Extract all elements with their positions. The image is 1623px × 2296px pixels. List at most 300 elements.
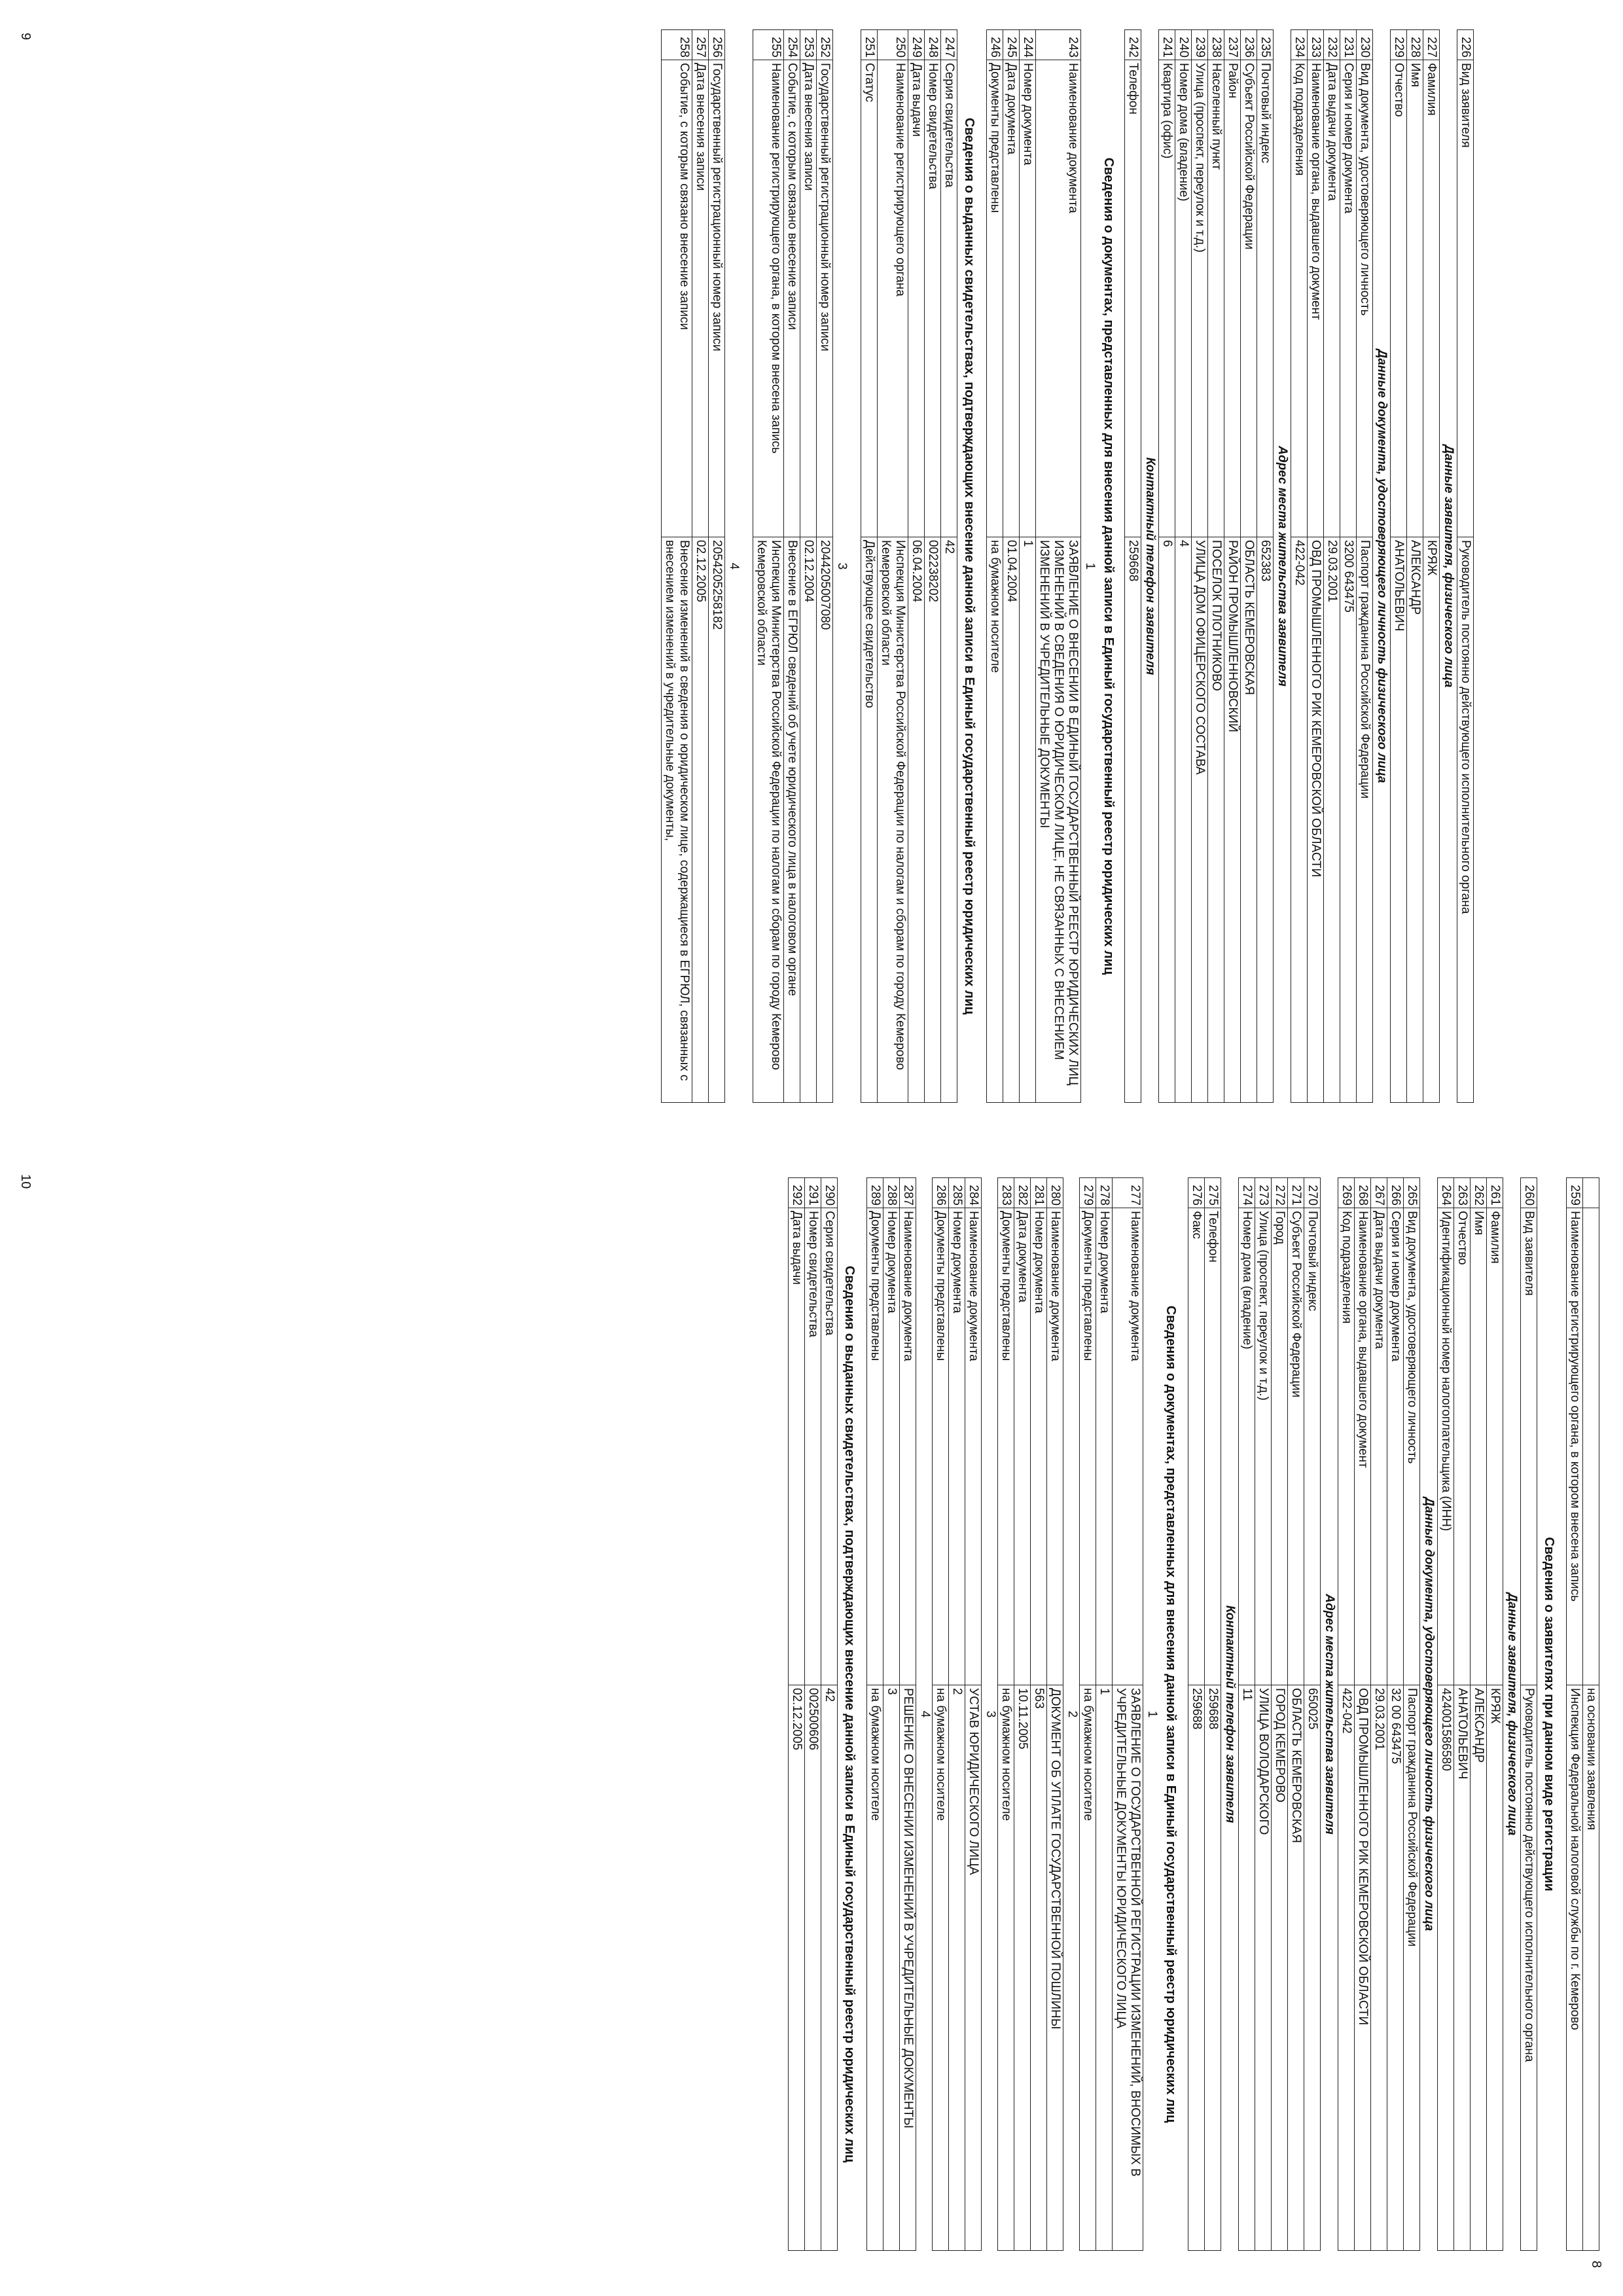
field-value: Инспекция Министерства Российской Федерации по налогам и сборам по городу Кемерово Кемеровской области	[753, 537, 784, 1103]
field-label: Наименование регистрирующего органа, в котором внесена запись	[753, 60, 784, 537]
field-label: Дата документа	[1003, 60, 1020, 537]
row-number: 270	[1304, 1178, 1321, 1208]
field-label: Документы представлены	[867, 1208, 883, 1685]
subsection-header	[1420, 1178, 1438, 2251]
row-number: 267	[1371, 1178, 1387, 1208]
field-value: РЕШЕНИЕ О ВНЕСЕНИИ ИЗМЕНЕНИЙ В УЧРЕДИТЕЛЬНЫЕ ДОКУМЕНТЫ	[900, 1685, 916, 2251]
field-label: Идентификационный номер налогоплательщика (ИНН)	[1438, 1208, 1454, 1685]
form-row	[1471, 1178, 1487, 2251]
field-label: Почтовый индекс	[1257, 60, 1274, 537]
field-value: 422-042	[1338, 1685, 1355, 2251]
row-number: 272	[1272, 1178, 1288, 1208]
doc-4-table	[866, 1177, 916, 2251]
subsection-header	[1141, 30, 1159, 1103]
field-value: АЛЕКСАНДР	[1407, 537, 1423, 1103]
field-label: Район	[1224, 60, 1241, 537]
field-label: Документы представлены	[998, 1208, 1014, 1685]
field-value: 2044205007080	[817, 537, 833, 1103]
row-number: 227	[1423, 30, 1440, 60]
form-row	[1208, 30, 1224, 1103]
form-row	[1192, 30, 1208, 1103]
field-value: Действующее свидетельство	[861, 537, 878, 1103]
docs-table-p9	[986, 29, 1081, 1103]
field-value: 42	[821, 1685, 838, 2251]
page-marker: 8	[1589, 2261, 1603, 2269]
form-row	[1291, 30, 1308, 1103]
form-row	[1423, 30, 1440, 1103]
field-label: Номер документа	[883, 1208, 900, 1685]
row-number: 271	[1288, 1178, 1304, 1208]
field-label: Субъект Российской Федерации	[1288, 1208, 1304, 1685]
row-number: 238	[1208, 30, 1224, 60]
docs-section-title-p10: Сведения о документах, представленных для внесения данной записи в Единый государственный реестр юридических лиц	[1164, 1305, 1178, 2123]
docs-index: 1	[1083, 562, 1097, 570]
field-value: Внесение в ЕГРЮЛ сведений об учете юридического лица в налоговом органе	[784, 537, 800, 1103]
form-row	[1387, 1178, 1404, 2251]
form-row	[1020, 30, 1036, 1103]
row-number: 268	[1355, 1178, 1371, 1208]
field-value: 652383	[1257, 537, 1274, 1103]
field-label: Номер дома (владение)	[1175, 60, 1192, 537]
field-value: 259668	[1125, 537, 1141, 1103]
field-label: Серия свидетельства	[941, 60, 957, 537]
row-number: 286	[933, 1178, 949, 1208]
form-row	[1047, 1178, 1063, 2251]
field-label: Номер документа	[1031, 1208, 1047, 1685]
field-value: КРЯЖ	[1423, 537, 1440, 1103]
subsection-header	[1274, 30, 1291, 1103]
field-label: Город	[1272, 1208, 1288, 1685]
form-row	[800, 30, 817, 1103]
row-number: 283	[998, 1178, 1014, 1208]
doc-1-table	[1079, 1177, 1143, 2251]
row-number: 234	[1291, 30, 1308, 60]
field-label: Код подразделения	[1338, 1208, 1355, 1685]
subsection-header	[1321, 1178, 1338, 2251]
field-label: Факс	[1188, 1208, 1205, 1685]
field-value: 259688	[1188, 1685, 1205, 2251]
row-number	[1583, 1178, 1599, 1208]
form-row	[1255, 1178, 1272, 2251]
field-label: Наименование органа, выдавшего документ	[1355, 1208, 1371, 1685]
field-label: Субъект Российской Федерации	[1241, 60, 1257, 537]
form-row	[709, 30, 725, 1103]
form-row	[878, 30, 908, 1103]
field-label: Номер дома (владение)	[1239, 1208, 1255, 1685]
form-row	[1407, 30, 1423, 1103]
field-value: Паспорт гражданина Российской Федерации	[1357, 537, 1373, 1103]
record-3-index: 3	[835, 562, 849, 570]
field-value: ОВД ПРОМЫШЛЕННОГО РИК КЕМЕРОВСКОЙ ОБЛАСТИ	[1355, 1685, 1371, 2251]
field-label: Улица (проспект, переулок и т.д.)	[1255, 1208, 1272, 1685]
form-row	[1308, 30, 1324, 1103]
field-label: Телефон	[1205, 1208, 1221, 1685]
row-number: 231	[1340, 30, 1357, 60]
field-value: 11	[1239, 1685, 1255, 2251]
page-10	[0, 1148, 1623, 2296]
row-number: 285	[949, 1178, 965, 1208]
field-value: 3	[883, 1685, 900, 2251]
doc-3-table	[932, 1177, 982, 2251]
row-number: 254	[784, 30, 800, 60]
form-row	[1357, 30, 1373, 1103]
field-label: Отчество	[1391, 60, 1407, 537]
row-number: 262	[1471, 1178, 1487, 1208]
field-value: 2	[949, 1685, 965, 2251]
row-number: 281	[1031, 1178, 1047, 1208]
field-label: Наименование документа	[965, 1208, 982, 1685]
field-label: Дата выдачи	[908, 60, 925, 537]
field-label: Наименование документа	[900, 1208, 916, 1685]
row-number: 233	[1308, 30, 1324, 60]
form-row	[941, 30, 957, 1103]
form-row	[949, 1178, 965, 2251]
doc-2-table	[997, 1177, 1063, 2251]
field-value: АЛЕКСАНДР	[1471, 1685, 1487, 2251]
form-row	[1457, 30, 1474, 1103]
form-row	[784, 30, 800, 1103]
row-number: 280	[1047, 1178, 1063, 1208]
field-value: 3200 643475	[1340, 537, 1357, 1103]
field-label: Номер документа	[1096, 1208, 1113, 1685]
form-row	[867, 1178, 883, 2251]
field-value: 02.12.2005	[692, 537, 709, 1103]
field-value: на бумажном носителе	[1080, 1685, 1096, 2251]
form-row	[692, 30, 709, 1103]
row-number: 255	[753, 30, 784, 60]
field-label: Дата выдачи	[789, 1208, 805, 1685]
field-label: Фамилия	[1423, 60, 1440, 537]
form-row	[908, 30, 925, 1103]
row-number: 252	[817, 30, 833, 60]
row-number: 226	[1457, 30, 1474, 60]
row-number: 245	[1003, 30, 1020, 60]
form-row	[998, 1178, 1014, 2251]
row-number: 265	[1404, 1178, 1420, 1208]
field-value: 1	[1096, 1685, 1113, 2251]
form-row	[1340, 30, 1357, 1103]
form-row	[1241, 30, 1257, 1103]
row-number: 249	[908, 30, 925, 60]
row-number: 282	[1014, 1178, 1031, 1208]
doc-2-index: 2	[1065, 1710, 1079, 1718]
row-number: 278	[1096, 1178, 1113, 1208]
field-value: 002500606	[805, 1685, 821, 2251]
row-number: 239	[1192, 30, 1208, 60]
form-row	[933, 1178, 949, 2251]
field-label: Государственный регистрационный номер записи	[817, 60, 833, 537]
field-label: Фамилия	[1487, 1208, 1503, 1685]
field-label: Квартира (офис)	[1159, 60, 1175, 537]
row-number: 236	[1241, 30, 1257, 60]
field-value: 424001586580	[1438, 1685, 1454, 2251]
field-label: Вид заявителя	[1521, 1208, 1537, 1685]
form-row	[805, 1178, 821, 2251]
field-value: на бумажном носителе	[867, 1685, 883, 2251]
field-label: Имя	[1407, 60, 1423, 537]
field-label: Вид документа, удостоверяющего личность	[1404, 1208, 1420, 1685]
subsection-header	[1221, 1178, 1239, 2251]
field-label: Дата внесения записи	[800, 60, 817, 537]
field-label: Номер документа	[1020, 60, 1036, 537]
field-label: Статус	[861, 60, 878, 537]
row-number: 279	[1080, 1178, 1096, 1208]
row-number: 292	[789, 1178, 805, 1208]
field-label: Серия свидетельства	[821, 1208, 838, 1685]
form-row	[1113, 1178, 1143, 2251]
record-cont-table	[1566, 1177, 1599, 2251]
row-number: 288	[883, 1178, 900, 1208]
row-number: 273	[1255, 1178, 1272, 1208]
form-row	[987, 30, 1003, 1103]
form-row	[1257, 30, 1274, 1103]
form-row	[1239, 1178, 1255, 2251]
subsection-header-text: Контактный телефон заявителя	[1223, 1605, 1237, 1823]
field-value: ОВД ПРОМЫШЛЕННОГО РИК КЕМЕРОВСКОЙ ОБЛАСТИ	[1308, 537, 1324, 1103]
field-value: 563	[1031, 1685, 1047, 2251]
form-row	[1224, 30, 1241, 1103]
row-number: 228	[1407, 30, 1423, 60]
form-row	[1159, 30, 1175, 1103]
form-row	[1324, 30, 1340, 1103]
field-label: Вид заявителя	[1457, 60, 1474, 537]
row-number: 284	[965, 1178, 982, 1208]
record-4-table	[661, 29, 725, 1103]
row-number: 250	[878, 30, 908, 60]
row-number: 261	[1487, 1178, 1503, 1208]
form-row	[1371, 1178, 1387, 2251]
field-value: 6	[1159, 537, 1175, 1103]
field-label: Государственный регистрационный номер записи	[709, 60, 725, 537]
field-label: Номер свидетельства	[925, 60, 941, 537]
field-value: ОБЛАСТЬ КЕМЕРОВСКАЯ	[1288, 1685, 1304, 2251]
form-row	[900, 1178, 916, 2251]
field-value: ОБЛАСТЬ КЕМЕРОВСКАЯ	[1241, 537, 1257, 1103]
field-value: 259688	[1205, 1685, 1221, 2251]
record-3-table	[753, 29, 833, 1103]
field-label: Населенный пункт	[1208, 60, 1224, 537]
applicant-table-p9	[1124, 29, 1474, 1103]
field-value: Руководитель постоянно действующего исполнительного органа	[1457, 537, 1474, 1103]
field-value: ГОРОД КЕМЕРОВО	[1272, 1685, 1288, 2251]
field-label: Наименование документа	[1047, 1208, 1063, 1685]
subsection-header-text: Данные документа, удостоверяющего личность физического лица	[1422, 1497, 1436, 1931]
field-label: Серия и номер документа	[1387, 1208, 1404, 1685]
row-number: 263	[1454, 1178, 1471, 1208]
form-row	[1272, 1178, 1288, 2251]
field-label: Имя	[1471, 1208, 1487, 1685]
field-value: 06.04.2004	[908, 537, 925, 1103]
field-label: Наименование документа	[1036, 60, 1081, 537]
subsection-header	[1440, 30, 1457, 1103]
field-label: Дата выдачи документа	[1324, 60, 1340, 537]
form-row	[1391, 30, 1407, 1103]
field-value: КРЯЖ	[1487, 1685, 1503, 2251]
field-label: Отчество	[1454, 1208, 1471, 1685]
doc-1-index: 1	[1145, 1710, 1159, 1718]
field-label: Улица (проспект, переулок и т.д.)	[1192, 60, 1208, 537]
field-value: 10.11.2005	[1014, 1685, 1031, 2251]
field-value: Паспорт гражданина Российской Федерации	[1404, 1685, 1420, 2251]
field-value: 002238202	[925, 537, 941, 1103]
field-label: Событие, с которым связано внесение записи	[784, 60, 800, 537]
field-value: ДОКУМЕНТ ОБ УПЛАТЕ ГОСУДАРСТВЕННОЙ ПОШЛИНЫ	[1047, 1685, 1063, 2251]
form-row	[1288, 1178, 1304, 2251]
subsection-header-text: Данные заявителя, физического лица	[1442, 444, 1455, 688]
subsection-header-text: Адрес места жительства заявителя	[1275, 446, 1289, 687]
field-label: Наименование органа, выдавшего документ	[1308, 60, 1324, 537]
row-number: 235	[1257, 30, 1274, 60]
form-row	[1355, 1178, 1371, 2251]
row-number: 266	[1387, 1178, 1404, 1208]
row-number: 291	[805, 1178, 821, 1208]
field-label: Телефон	[1125, 60, 1141, 537]
form-row	[1567, 1178, 1583, 2251]
field-label: Почтовый индекс	[1304, 1208, 1321, 1685]
form-row	[1304, 1178, 1321, 2251]
field-label: Дата выдачи документа	[1371, 1208, 1387, 1685]
field-value: Руководитель постоянно действующего исполнительного органа	[1521, 1685, 1537, 2251]
field-value: АНАТОЛЬЕВИЧ	[1454, 1685, 1471, 2251]
form-row	[925, 30, 941, 1103]
subsection-header	[1373, 30, 1391, 1103]
field-value: 1	[1020, 537, 1036, 1103]
certs-section-title: Сведения о выданных свидетельствах, подтверждающих внесение данной записи в Единый государственный реестр юридических лиц	[962, 117, 976, 1015]
row-number: 290	[821, 1178, 838, 1208]
row-number: 259	[1567, 1178, 1583, 1208]
certs-table-p9	[861, 29, 957, 1103]
subsection-header-text: Данные заявителя, физического лица	[1505, 1592, 1519, 1836]
form-row	[1003, 30, 1020, 1103]
field-value: на бумажном носителе	[998, 1685, 1014, 2251]
subsection-header-text: Данные документа, удостоверяющего личность физического лица	[1375, 349, 1389, 783]
row-number: 277	[1113, 1178, 1143, 1208]
field-label: Событие, с которым связано внесение записи	[662, 60, 692, 537]
field-value: УЛИЦА ДОМ ОФИЦЕРСКОГО СОСТАВА	[1192, 537, 1208, 1103]
row-number: 275	[1205, 1178, 1221, 1208]
form-row	[1188, 1178, 1205, 2251]
field-label: Наименование регистрирующего органа, в котором внесена запись	[1567, 1208, 1583, 1685]
field-value: 422-042	[1291, 537, 1308, 1103]
page-number: 9	[18, 33, 33, 41]
docs-section-title: Сведения о документах, представленных для внесения данной записи в Единый государственный реестр юридических лиц	[1101, 157, 1116, 975]
field-value: на основании заявления	[1583, 1685, 1599, 2251]
row-number: 289	[867, 1178, 883, 1208]
applicants-section-title: Сведения о заявителях при данном виде регистрации	[1542, 1537, 1556, 1892]
row-number: 269	[1338, 1178, 1355, 1208]
form-row	[1338, 1178, 1355, 2251]
row-number: 257	[692, 30, 709, 60]
field-label: Дата внесения записи	[692, 60, 709, 537]
field-label: Документы представлены	[933, 1208, 949, 1685]
field-value: ПОСЕЛОК ПЛОТНИКОВО	[1208, 537, 1224, 1103]
row-number: 247	[941, 30, 957, 60]
form-row	[1036, 30, 1081, 1103]
field-value: ЗАЯВЛЕНИЕ О ГОСУДАРСТВЕННОЙ РЕГИСТРАЦИИ ИЗМЕНЕНИЙ, ВНОСИМЫХ В УЧРЕДИТЕЛЬНЫЕ ДОКУМЕНТЫ ЮРИДИЧЕСКОГО ЛИЦА	[1113, 1685, 1143, 2251]
field-label: Вид документа, удостоверяющего личность	[1357, 60, 1373, 537]
row-number: 256	[709, 30, 725, 60]
doc-4-index: 4	[918, 1710, 932, 1718]
form-row	[1080, 1178, 1096, 2251]
field-label: Серия и номер документа	[1340, 60, 1357, 537]
field-value: УСТАВ ЮРИДИЧЕСКОГО ЛИЦА	[965, 1685, 982, 2251]
page-number: 10	[18, 1174, 33, 1189]
field-label: Наименование документа	[1113, 1208, 1143, 1685]
form-row	[1031, 1178, 1047, 2251]
form-row	[1175, 30, 1192, 1103]
form-row	[861, 30, 878, 1103]
field-value: 02.12.2005	[789, 1685, 805, 2251]
form-row	[789, 1178, 805, 2251]
form-row	[662, 30, 692, 1103]
form-row	[1583, 1178, 1599, 2251]
field-value: 29.03.2001	[1371, 1685, 1387, 2251]
row-number: 242	[1125, 30, 1141, 60]
record-cont-block	[788, 1177, 1599, 2251]
field-label: Наименование регистрирующего органа	[878, 60, 908, 537]
form-row	[1438, 1178, 1454, 2251]
field-value: ЗАЯВЛЕНИЕ О ВНЕСЕНИИ В ЕДИНЫЙ ГОСУДАРСТВЕННЫЙ РЕЕСТР ЮРИДИЧЕСКИХ ЛИЦ ИЗМЕНЕНИЙ В СВЕДЕНИЯ О ЮРИДИЧЕСКОМ ЛИЦЕ, НЕ СВЯЗАННЫХ С ВНЕСЕНИЕМ ИЗМЕНЕНИЙ В УЧРЕДИТЕЛЬНЫЕ ДОКУМЕНТЫ	[1036, 537, 1081, 1103]
field-value: Инспекция Федеральной налоговой службы по г. Кемерово	[1567, 1685, 1583, 2251]
row-number: 260	[1521, 1178, 1537, 1208]
row-number: 253	[800, 30, 817, 60]
certs-table-p10	[788, 1177, 838, 2251]
row-number: 251	[861, 30, 878, 60]
record-4-index: 4	[727, 562, 741, 570]
form-row	[1125, 30, 1141, 1103]
row-number: 230	[1357, 30, 1373, 60]
field-label: Номер свидетельства	[805, 1208, 821, 1685]
row-number: 276	[1188, 1178, 1205, 1208]
applicant-block-p9	[1124, 29, 1474, 1103]
form-row	[883, 1178, 900, 2251]
form-row	[1404, 1178, 1420, 2251]
form-row	[965, 1178, 982, 2251]
row-number: 237	[1224, 30, 1241, 60]
field-value: на бумажном носителе	[987, 537, 1003, 1103]
row-number: 241	[1159, 30, 1175, 60]
row-number: 232	[1324, 30, 1340, 60]
field-value: 42	[941, 537, 957, 1103]
field-label: Документы представлены	[987, 60, 1003, 537]
field-value: 02.12.2004	[800, 537, 817, 1103]
applicant-table-p10	[1188, 1177, 1537, 2251]
row-number: 240	[1175, 30, 1192, 60]
field-value: 01.04.2004	[1003, 537, 1020, 1103]
form-row	[753, 30, 784, 1103]
form-row	[1454, 1178, 1471, 2251]
subsection-header-text: Контактный телефон заявителя	[1143, 457, 1157, 675]
field-label: Номер документа	[949, 1208, 965, 1685]
row-number: 243	[1036, 30, 1081, 60]
row-number: 229	[1391, 30, 1407, 60]
field-value: УЛИЦА ВОЛОДАРСКОГО	[1255, 1685, 1272, 2251]
field-value: Внесение изменений в сведения о юридическом лице, содержащиеся в ЕГРЮЛ, связанных с внесением изменений в учредительные документы,	[662, 537, 692, 1103]
field-value: на бумажном носителе	[933, 1685, 949, 2251]
doc-3-index: 3	[984, 1710, 997, 1718]
row-number: 274	[1239, 1178, 1255, 1208]
form-row	[1096, 1178, 1113, 2251]
field-value: 650025	[1304, 1685, 1321, 2251]
row-number: 258	[662, 30, 692, 60]
field-value: 2054205258182	[709, 537, 725, 1103]
row-number: 248	[925, 30, 941, 60]
field-value: АНАТОЛЬЕВИЧ	[1391, 537, 1407, 1103]
field-label	[1583, 1208, 1599, 1685]
field-value: 32 00 643475	[1387, 1685, 1404, 2251]
subsection-header	[1503, 1178, 1521, 2251]
row-number: 246	[987, 30, 1003, 60]
